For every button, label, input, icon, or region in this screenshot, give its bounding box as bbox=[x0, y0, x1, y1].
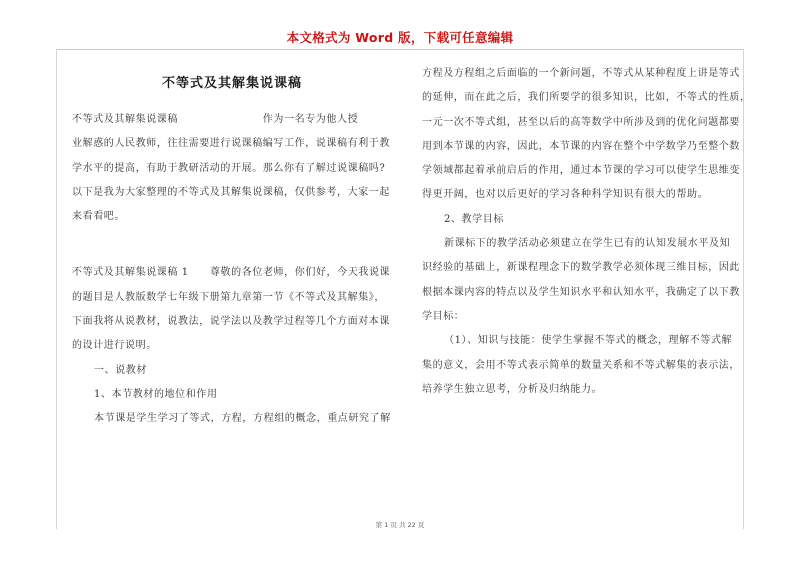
paragraph-line: 方程及方程组之后面临的一个新问题，不等式从某种程度上讲是等式 bbox=[422, 68, 740, 79]
left-border-line bbox=[56, 49, 57, 529]
paragraph-line: 下面我将从说教材，说教法，说学法以及教学过程等几个方面对本课 bbox=[72, 316, 390, 328]
top-border-line bbox=[56, 49, 744, 50]
page-number-footer: 第 1 页 共 22 页 bbox=[375, 521, 425, 529]
word-format-banner: 本文格式为 Word 版，下载可任意编辑 bbox=[286, 30, 514, 45]
paragraph-line: 不等式及其解集说课稿 1 尊敬的各位老师，你们好，今天我说课 bbox=[72, 267, 391, 279]
paragraph-line: 一元一次不等式组，甚至以后的高等数学中所涉及到的优化问题都要 bbox=[422, 116, 740, 128]
paragraph-line: 学目标： bbox=[422, 310, 465, 322]
paragraph-line: 不等式及其解集说课稿 作为一名专为他人授 bbox=[72, 114, 359, 125]
section-heading: 一、说教材 bbox=[94, 364, 147, 376]
paragraph-line: 以下是我为大家整理的不等式及其解集说课稿，仅供参考，大家一起 bbox=[72, 186, 390, 198]
subsection-heading: 1、本节教材的地位和作用 bbox=[94, 388, 218, 400]
paragraph-line: 的设计进行说明。 bbox=[72, 340, 157, 352]
left-text-column bbox=[72, 108, 400, 432]
paragraph-line: 得更开阔，也对以后更好的学习各种科学知识有很大的帮助。 bbox=[422, 189, 709, 201]
document-title: 不等式及其解集说课稿 bbox=[161, 76, 302, 91]
paragraph-line: 集的意义，会用不等式表示简单的数量关系和不等式解集的表示法， bbox=[422, 359, 740, 371]
subsection-heading: 2、教学目标 bbox=[444, 213, 504, 225]
paragraph-line: 培养学生独立思考，分析及归纳能力。 bbox=[422, 383, 603, 395]
paragraph-line: 学水平的提高，有助于教研活动的开展。那么你有了解过说课稿吗? bbox=[72, 162, 386, 174]
paragraph-line: 新课标下的教学活动必须建立在学生已有的认知发展水平及知 bbox=[444, 238, 731, 250]
paragraph-line: 根据本课内容的特点以及学生知识水平和认知水平，我确定了以下教 bbox=[422, 286, 740, 298]
right-text-column bbox=[422, 62, 754, 402]
paragraph-line: 来看看吧。 bbox=[72, 211, 125, 223]
paragraph-line: 业解惑的人民教师，往往需要进行说课稿编写工作，说课稿有利于教 bbox=[72, 138, 390, 150]
paragraph-line: 的延伸，而在此之后，我们所要学的很多知识，比如，不等式的性质， bbox=[422, 92, 751, 104]
paragraph-line: 的题目是人教版数学七年级下册第九章第一节《不等式及其解集》， bbox=[72, 291, 385, 303]
paragraph-line: 识经验的基础上，新课程理念下的数学教学必须体现三维目标，因此 bbox=[422, 262, 740, 274]
paragraph-line: 本节课是学生学习了等式，方程，方程组的概念，重点研究了解 bbox=[94, 413, 391, 425]
paragraph-line: （1）、知识与技能：使学生掌握不等式的概念，理解不等式解 bbox=[444, 335, 733, 347]
paragraph-line: 学领域都起着承前启后的作用，通过本节课的学习可以使学生思维变 bbox=[422, 165, 740, 177]
paragraph-line: 用到本节课的内容，因此，本节课的内容在整个中学数学乃至整个数 bbox=[422, 140, 740, 152]
paragraph-spacer bbox=[72, 229, 400, 261]
